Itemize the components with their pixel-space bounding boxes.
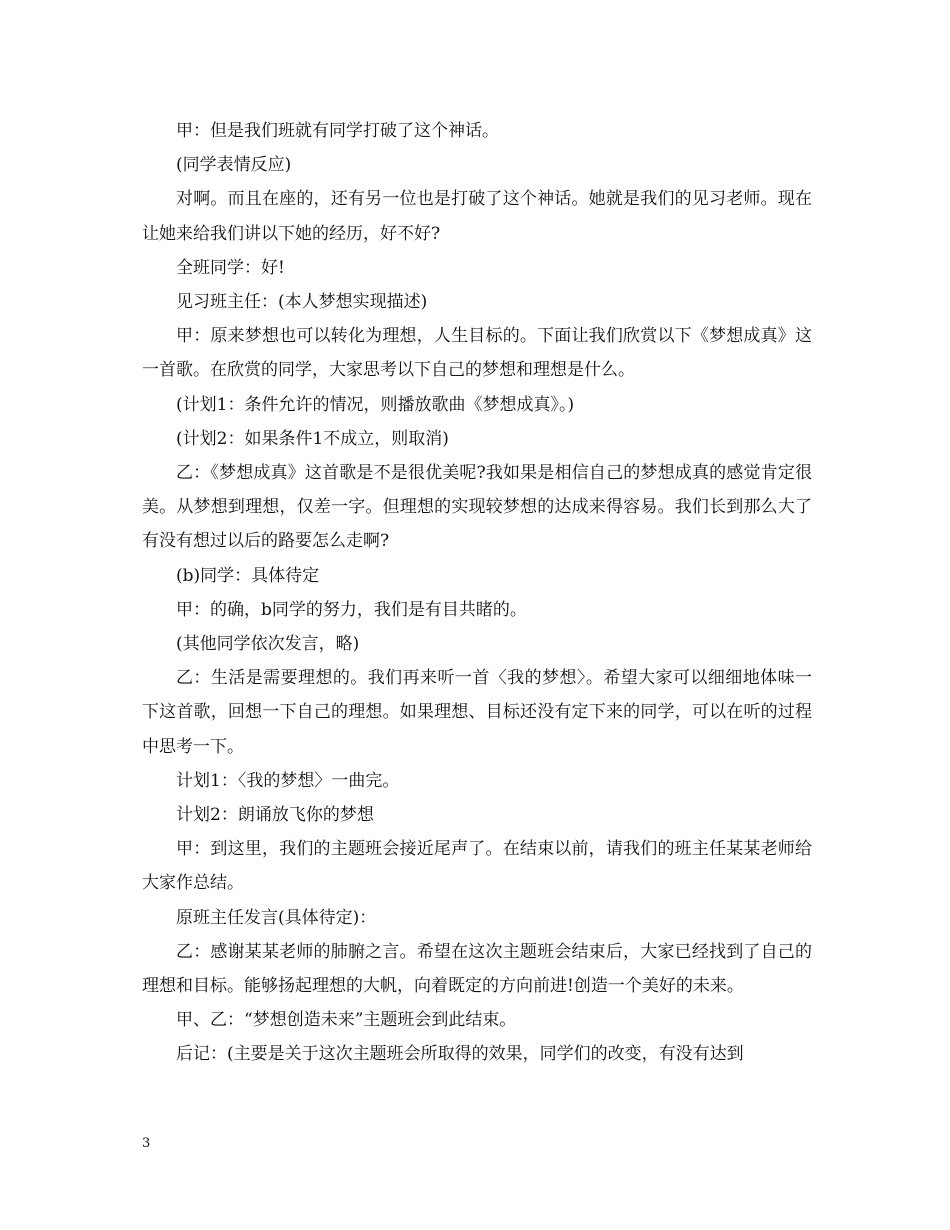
paragraph-1: 甲：但是我们班就有同学打破了这个神话。 xyxy=(176,121,499,141)
paragraph-14: 计划1：〈我的梦想〉一曲完。 xyxy=(176,770,400,791)
paragraph-6: 甲：原来梦想也可以转化为理想，人生目标的。下面让我们欣赏以下《梦想成真》这一首歌。在欣赏的同学，大家思考以下自己的梦想和理想是什么。 xyxy=(142,326,812,381)
paragraph-8: (计划2：如果条件1不成立，则取消) xyxy=(176,428,449,449)
paragraph-12: (其他同学依次发言，略) xyxy=(176,634,360,655)
paragraph-4: 全班同学：好! xyxy=(176,257,285,278)
paragraph-5: 见习班主任：(本人梦想实现描述) xyxy=(176,292,428,313)
paragraph-10: (b)同学：具体待定 xyxy=(176,565,320,586)
paragraph-11: 甲：的确，b同学的努力，我们是有目共睹的。 xyxy=(176,599,527,620)
paragraph-15: 计划2：朗诵放飞你的梦想 xyxy=(176,805,374,826)
paragraph-18: 乙：感谢某某老师的肺腑之言。希望在这次主题班会结束后，大家已经找到了自己的理想和目标。能够扬起理想的大帆，向着既定的方向前进!创造一个美好的未来。 xyxy=(142,941,812,997)
paragraph-7: (计划1：条件允许的情况，则播放歌曲《梦想成真》。) xyxy=(176,394,575,415)
page-number: 3 xyxy=(142,1136,151,1151)
paragraph-19: 甲、乙：“梦想创造未来”主题班会到此结束。 xyxy=(176,1010,517,1031)
paragraph-9: 乙：《梦想成真》这首歌是不是很优美呢?我如果是相信自己的梦想成真的感觉肯定很美。从梦想到理想，仅差一字。但理想的实现较梦想的达成来得容易。我们长到那么大了有没有想过以后的路要怎么走啊? xyxy=(142,463,812,552)
paragraph-3: 对啊。而且在座的，还有另一位也是打破了这个神话。她就是我们的见习老师。现在让她来给我们讲以下她的经历，好不好? xyxy=(142,189,812,244)
paragraph-20: 后记：(主要是关于这次主题班会所取得的效果，同学们的改变，有没有达到 xyxy=(176,1044,744,1065)
paragraph-17: 原班主任发言(具体待定)： xyxy=(176,907,377,928)
paragraph-13: 乙：生活是需要理想的。我们再来听一首〈我的梦想〉。希望大家可以细细地体味一下这首歌，回想一下自己的理想。如果理想、目标还没有定下来的同学，可以在听的过程中思考一下。 xyxy=(142,668,812,757)
paragraph-2: (同学表情反应) xyxy=(176,155,292,176)
paragraph-16: 甲：到这里，我们的主题班会接近尾声了。在结束以前，请我们的班主任某某老师给大家作总结。 xyxy=(142,839,812,894)
document-body xyxy=(142,114,812,1072)
